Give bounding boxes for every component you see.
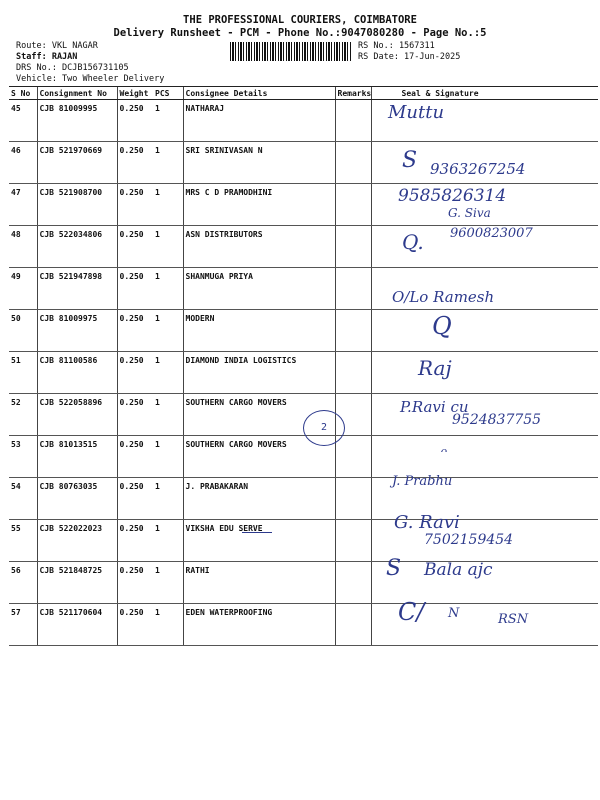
signature-55: G. Ravi	[394, 512, 460, 533]
table-row	[9, 562, 598, 604]
barcode	[230, 42, 352, 61]
table-row	[9, 478, 598, 520]
row-sno: 56	[9, 562, 37, 604]
phone-47: 9585826314	[398, 186, 507, 206]
row-remarks	[335, 478, 371, 520]
row-remarks	[335, 142, 371, 184]
staff-label: Staff: RAJAN	[16, 52, 78, 62]
row-consignment-no: CJB 81009975	[37, 310, 117, 352]
col-consignment: Consignment No	[37, 87, 117, 100]
col-weight: Weight	[117, 87, 153, 100]
row-consignment-no: CJB 80763035	[37, 478, 117, 520]
phone-48: 9600823007	[450, 226, 533, 241]
signature-47: G. Siva	[448, 206, 491, 220]
row-pcs: 1	[153, 604, 183, 646]
row-consignee: VIKSHA EDU SERVE	[183, 520, 335, 562]
row-consignee: ASN DISTRIBUTORS	[183, 226, 335, 268]
row-pcs: 1	[153, 520, 183, 562]
row-weight: 0.250	[117, 310, 153, 352]
row-pcs: 1	[153, 268, 183, 310]
row-sno: 48	[9, 226, 37, 268]
row-sno: 45	[9, 100, 37, 142]
pen-dash-mark	[242, 532, 272, 533]
row-consignment-no: CJB 521848725	[37, 562, 117, 604]
row-pcs: 1	[153, 394, 183, 436]
row-sno: 53	[9, 436, 37, 478]
row-weight: 0.250	[117, 520, 153, 562]
route-label: Route: VKL NAGAR	[16, 41, 98, 51]
row-sno: 52	[9, 394, 37, 436]
signature-57-mark: N	[448, 606, 460, 621]
drs-number: DRS No.: DCJB156731105	[16, 63, 129, 73]
row-consignment-no: CJB 521947898	[37, 268, 117, 310]
row-remarks	[335, 184, 371, 226]
row-consignee: SRI SRINIVASAN N	[183, 142, 335, 184]
phone-46: 9363267254	[430, 160, 526, 178]
row-seal-signature	[371, 352, 598, 394]
row-weight: 0.250	[117, 226, 153, 268]
row-remarks	[335, 352, 371, 394]
row-remarks	[335, 100, 371, 142]
table-row	[9, 436, 598, 478]
row-consignment-no: CJB 522034806	[37, 226, 117, 268]
row-remarks	[335, 226, 371, 268]
vehicle-label: Vehicle: Two Wheeler Delivery	[16, 74, 165, 84]
phone-55: 7502159454	[424, 532, 514, 548]
row-sno: 47	[9, 184, 37, 226]
row-consignment-no: CJB 522022023	[37, 520, 117, 562]
table-row	[9, 184, 598, 226]
row-remarks	[335, 520, 371, 562]
row-weight: 0.250	[117, 268, 153, 310]
row-sno: 46	[9, 142, 37, 184]
signature-56: Bala ajc	[424, 560, 493, 580]
signature-45: Muttu	[388, 102, 445, 123]
row-weight: 0.250	[117, 142, 153, 184]
row-consignee: SOUTHERN CARGO MOVERS	[183, 436, 335, 478]
col-consignee: Consignee Details	[183, 87, 335, 100]
signature-51: Raj	[418, 356, 452, 380]
row-pcs: 1	[153, 226, 183, 268]
row-weight: 0.250	[117, 394, 153, 436]
runsheet-title: THE PROFESSIONAL COURIERS, COIMBATORE	[183, 14, 417, 26]
row-consignee: MRS C D PRAMODHINI	[183, 184, 335, 226]
row-pcs: 1	[153, 184, 183, 226]
signature-50: Q	[432, 312, 452, 340]
row-weight: 0.250	[117, 562, 153, 604]
table-header-row	[9, 87, 598, 100]
row-weight: 0.250	[117, 604, 153, 646]
row-consignee: EDEN WATERPROOFING	[183, 604, 335, 646]
col-seal: Seal & Signature	[371, 87, 598, 100]
signature-56-initial: S	[386, 556, 402, 581]
row-pcs: 1	[153, 100, 183, 142]
row-weight: 0.250	[117, 184, 153, 226]
row-consignee: RATHI	[183, 562, 335, 604]
row-weight: 0.250	[117, 100, 153, 142]
table-row	[9, 100, 598, 142]
row-consignee: NATHARAJ	[183, 100, 335, 142]
row-seal-signature	[371, 310, 598, 352]
handwritten-circle-mark: 2	[303, 410, 345, 446]
signature-54: J. Prabhu	[392, 474, 453, 489]
table-row	[9, 268, 598, 310]
signature-46-initial: S	[402, 148, 418, 173]
row-pcs: 1	[153, 310, 183, 352]
runsheet-subtitle: Delivery Runsheet - PCM - Phone No.:9047080280 - Page No.:5	[113, 27, 487, 39]
row-pcs: 1	[153, 562, 183, 604]
row-pcs: 1	[153, 142, 183, 184]
rs-number: RS No.: 1567311	[358, 41, 435, 51]
row-sno: 55	[9, 520, 37, 562]
row-remarks	[335, 310, 371, 352]
row-consignee: SHANMUGA PRIYA	[183, 268, 335, 310]
row-consignee: MODERN	[183, 310, 335, 352]
row-weight: 0.250	[117, 478, 153, 520]
table-row	[9, 352, 598, 394]
row-consignment-no: CJB 81009995	[37, 100, 117, 142]
row-consignment-no: CJB 81100586	[37, 352, 117, 394]
row-consignment-no: CJB 521970669	[37, 142, 117, 184]
row-sno: 49	[9, 268, 37, 310]
row-weight: 0.250	[117, 436, 153, 478]
row-consignment-no: CJB 81013515	[37, 436, 117, 478]
row-consignment-no: CJB 521170604	[37, 604, 117, 646]
row-pcs: 1	[153, 436, 183, 478]
signature-57-initial: C/	[398, 598, 425, 626]
row-pcs: 1	[153, 478, 183, 520]
signature-52: P.Ravi cu	[400, 398, 469, 416]
row-consignee: J. PRABAKARAN	[183, 478, 335, 520]
col-sno: S No	[9, 87, 37, 100]
row-remarks	[335, 268, 371, 310]
row-sno: 57	[9, 604, 37, 646]
table-row	[9, 310, 598, 352]
signature-57: RSN	[498, 612, 529, 627]
row-pcs: 1	[153, 352, 183, 394]
row-seal-signature	[371, 436, 598, 478]
col-remarks: Remarks	[335, 87, 371, 100]
row-sno: 54	[9, 478, 37, 520]
row-weight: 0.250	[117, 352, 153, 394]
row-sno: 51	[9, 352, 37, 394]
col-pcs: PCS	[153, 87, 183, 100]
row-consignment-no: CJB 521908700	[37, 184, 117, 226]
row-sno: 50	[9, 310, 37, 352]
row-consignee: DIAMOND INDIA LOGISTICS	[183, 352, 335, 394]
row-consignment-no: CJB 522058896	[37, 394, 117, 436]
row-remarks	[335, 604, 371, 646]
row-remarks	[335, 436, 371, 478]
row-consignee: SOUTHERN CARGO MOVERS	[183, 394, 335, 436]
signature-48-initial: Q.	[402, 230, 424, 254]
signature-53-mark: ᴖ	[440, 445, 447, 458]
phone-53: 9524837755	[452, 412, 542, 428]
rs-date: RS Date: 17-Jun-2025	[358, 52, 461, 62]
row-remarks	[335, 562, 371, 604]
signature-49: O/Lo Ramesh	[392, 288, 495, 306]
